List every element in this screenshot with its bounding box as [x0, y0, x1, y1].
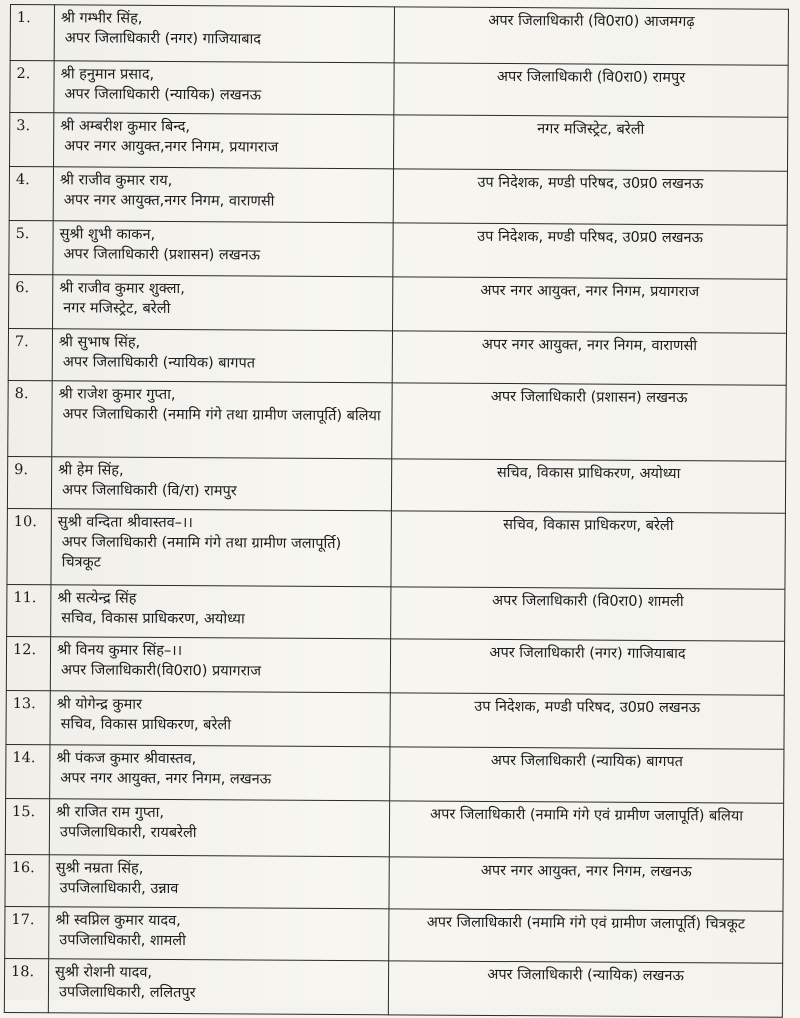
serial-number: 3.	[10, 113, 54, 167]
current-post: अपर जिलाधिकारी (वि/रा) रामपुर	[61, 482, 237, 500]
current-post: उपजिलाधिकारी, शामली	[59, 932, 186, 950]
serial-number: 5.	[9, 220, 53, 274]
table-row	[10, 61, 788, 118]
table-row	[9, 220, 787, 279]
table-row	[7, 508, 785, 589]
new-posting: उप निदेशक, मण्डी परिषद, उ0प्र0 लखनऊ	[390, 693, 784, 749]
table-row	[7, 584, 785, 641]
table-row	[6, 744, 784, 803]
current-post: नगर मजिस्ट्रेट, बरेली	[63, 300, 171, 317]
current-post: अपर नगर आयुक्त,नगर निगम, प्रयागराज	[64, 138, 279, 156]
new-posting: सचिव, विकास प्राधिकरण, बरेली	[391, 511, 785, 589]
officer-name: श्री विनय कुमार सिंह–।।	[57, 642, 183, 660]
officer-name: श्री योगेन्द्र कुमार	[56, 696, 143, 713]
new-posting: अपर जिलाधिकारी (वि0रा0) शामली	[391, 587, 785, 641]
serial-number: 11.	[7, 584, 51, 636]
officer-cell	[53, 221, 393, 277]
table-row	[4, 958, 782, 1017]
new-posting: सचिव, विकास प्राधिकरण, अयोध्या	[391, 459, 785, 513]
officer-name: श्री राजीव कुमार शुक्ला,	[59, 280, 185, 298]
officer-cell	[48, 959, 388, 1015]
officer-name: श्री हेम सिंह,	[58, 462, 124, 479]
serial-number: 4.	[9, 167, 53, 221]
officer-name: सुश्री वन्दिता श्रीवास्तव–।।	[57, 514, 193, 532]
current-post: अपर नगर आयुक्त,नगर निगम, वाराणसी	[63, 192, 275, 210]
officer-name: सुश्री शुभी काकन,	[59, 226, 156, 243]
officer-cell	[49, 855, 389, 909]
officer-cell	[49, 799, 389, 857]
new-posting: उप निदेशक, मण्डी परिषद, उ0प्र0 लखनऊ	[393, 223, 787, 279]
current-post: सचिव, विकास प्राधिकरण, अयोध्या	[61, 610, 245, 628]
officer-cell	[51, 457, 391, 511]
table-row	[9, 167, 787, 226]
officer-cell	[49, 907, 389, 961]
new-posting: अपर जिलाधिकारी (न्यायिक) बागपत	[390, 747, 784, 803]
table-row	[10, 5, 788, 66]
current-post: अपर जिलाधिकारी(वि0रा0) प्रयागराज	[60, 662, 262, 680]
serial-number: 12.	[6, 636, 50, 690]
officer-cell	[54, 113, 394, 169]
new-posting: अपर जिलाधिकारी (वि0रा0) आजमगढ़	[394, 7, 788, 65]
new-posting: अपर जिलाधिकारी (नगर) गाजियाबाद	[390, 639, 784, 695]
officer-name: सुश्री नम्रता सिंह,	[55, 860, 144, 877]
serial-number: 7.	[8, 328, 52, 380]
officer-cell	[50, 637, 390, 693]
officer-name: श्री सत्येन्द्र सिंह	[57, 590, 137, 607]
serial-number: 10.	[7, 508, 51, 584]
new-posting: अपर जिलाधिकारी (वि0रा0) रामपुर	[394, 63, 788, 117]
table-row	[6, 690, 784, 749]
serial-number: 14.	[6, 744, 50, 798]
serial-number: 17.	[5, 906, 49, 958]
serial-number: 8.	[8, 380, 52, 456]
officer-name: श्री अम्बरीश कुमार बिन्द,	[60, 118, 191, 136]
current-post: उपजिलाधिकारी, उन्नाव	[59, 880, 179, 898]
officer-cell	[53, 167, 393, 223]
officer-name: श्री राजित राम गुप्ता,	[56, 804, 165, 821]
transfer-table	[4, 4, 789, 1018]
table-row	[10, 113, 788, 172]
officer-name: श्री सुभाष सिंह,	[58, 334, 141, 351]
serial-number: 15.	[5, 798, 49, 854]
officer-cell	[54, 5, 394, 63]
serial-number: 18.	[4, 958, 48, 1012]
officer-cell	[52, 329, 392, 383]
serial-number: 6.	[9, 274, 53, 328]
current-post: सचिव, विकास प्राधिकरण, बरेली	[60, 716, 232, 734]
table-row	[8, 328, 786, 385]
table-row	[8, 380, 786, 461]
new-posting: अपर जिलाधिकारी (नमामि गंगे एवं ग्रामीण जलापूर्ति) बलिया	[389, 801, 783, 859]
current-post: उपजिलाधिकारी, रायबरेली	[59, 824, 197, 842]
officer-name: श्री स्वप्निल कुमार यादव,	[55, 912, 181, 930]
officer-cell	[53, 275, 393, 331]
officer-cell	[51, 509, 391, 587]
officer-name: श्री हनुमान प्रसाद,	[60, 66, 155, 83]
officer-name: श्री पंकज कुमार श्रीवास्तव,	[56, 750, 197, 768]
current-post: अपर जिलाधिकारी (नमामि गंगे तथा ग्रामीण जलापूर्ति) चित्रकूट	[61, 534, 342, 571]
new-posting: अपर जिलाधिकारी (न्यायिक) लखनऊ	[388, 961, 782, 1017]
officer-cell	[52, 381, 392, 459]
current-post: अपर जिलाधिकारी (न्यायिक) बागपत	[62, 354, 256, 372]
new-posting: अपर जिलाधिकारी (नमामि गंगे एवं ग्रामीण जलापूर्ति) चित्रकूट	[389, 909, 783, 963]
new-posting: अपर नगर आयुक्त, नगर निगम, लखनऊ	[389, 857, 783, 911]
new-posting: नगर मजिस्ट्रेट, बरेली	[394, 115, 788, 171]
current-post: अपर नगर आयुक्त, नगर निगम, लखनऊ	[60, 770, 272, 788]
serial-number: 16.	[5, 854, 49, 906]
officer-cell	[51, 585, 391, 639]
officer-name: श्री राजेश कुमार गुप्ता,	[58, 386, 176, 404]
current-post: उपजिलाधिकारी, ललितपुर	[58, 984, 196, 1002]
serial-number: 1.	[10, 5, 54, 61]
new-posting: अपर नगर आयुक्त, नगर निगम, प्रयागराज	[393, 277, 787, 333]
table-row	[5, 906, 783, 963]
table-row	[9, 274, 787, 333]
serial-number: 13.	[6, 690, 50, 744]
current-post: अपर जिलाधिकारी (प्रशासन) लखनऊ	[63, 246, 261, 264]
table-row	[5, 798, 783, 859]
table-row	[7, 456, 785, 513]
officer-cell	[50, 691, 390, 747]
current-post: अपर जिलाधिकारी (न्यायिक) लखनऊ	[64, 86, 262, 104]
officer-cell	[54, 61, 394, 115]
table-row	[5, 854, 783, 911]
current-post: अपर जिलाधिकारी (नमामि गंगे तथा ग्रामीण जलापूर्ति) बलिया	[62, 406, 381, 425]
new-posting: अपर जिलाधिकारी (प्रशासन) लखनऊ	[392, 383, 786, 461]
new-posting: अपर नगर आयुक्त, नगर निगम, वाराणसी	[392, 331, 786, 385]
table-row	[6, 636, 784, 695]
serial-number: 2.	[10, 61, 54, 113]
officer-name: श्री गम्भीर सिंह,	[60, 10, 143, 27]
serial-number: 9.	[7, 456, 51, 508]
current-post: अपर जिलाधिकारी (नगर) गाजियाबाद	[64, 30, 262, 48]
officer-name: श्री राजीव कुमार राय,	[59, 172, 173, 189]
officer-name: सुश्री रोशनी यादव,	[55, 964, 153, 981]
officer-cell	[50, 745, 390, 801]
new-posting: उप निदेशक, मण्डी परिषद, उ0प्र0 लखनऊ	[393, 169, 787, 225]
